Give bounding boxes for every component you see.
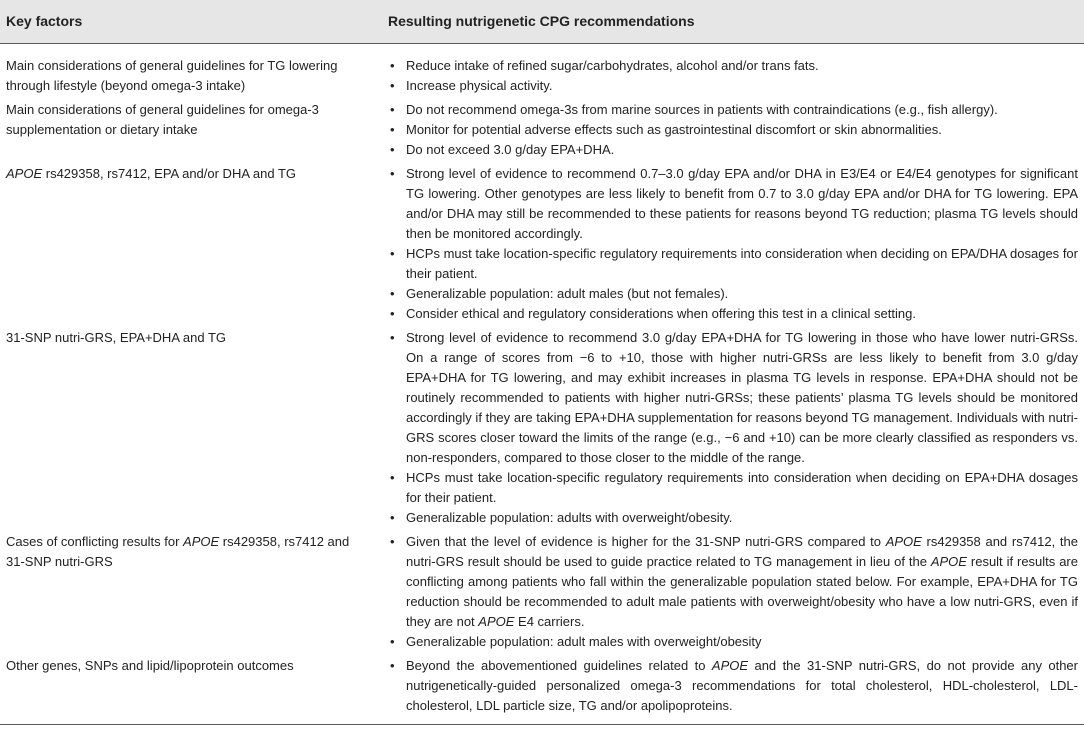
table-row: [0, 324, 1084, 528]
recommendation-item: [388, 140, 1078, 160]
text-segment: rs429358, rs7412, EPA and/or DHA and TG: [42, 166, 297, 181]
bullet-icon: •: [390, 634, 395, 649]
gene-name-text: APOE: [6, 166, 43, 181]
bullet-icon: •: [390, 306, 395, 321]
recommendation-item: [388, 76, 1078, 96]
recommendation-item: [388, 468, 1078, 508]
text-segment: Given that the level of evidence is higher for the 31-SNP nutri-GRS compared to: [406, 534, 886, 549]
recommendation-item: [388, 164, 1078, 244]
key-factor-cell: [0, 324, 386, 528]
table-row: [0, 96, 1084, 160]
bullet-icon: •: [390, 122, 395, 137]
text-segment: Generalizable population: adult males (but not females).: [406, 286, 729, 301]
bullet-icon: •: [390, 330, 395, 345]
recommendation-list: [388, 56, 1078, 96]
text-segment: HCPs must take location-specific regulatory requirements into consideration when deciding on EPA+DHA dosages for their patient.: [406, 470, 1078, 505]
bullet-icon: •: [390, 658, 395, 673]
bullet-icon: •: [390, 58, 395, 73]
table-body: [0, 44, 1084, 725]
recommendation-item: [388, 632, 1078, 652]
key-factor-cell: [0, 160, 386, 324]
gene-name-text: APOE: [930, 554, 967, 569]
key-factor-cell: [0, 652, 386, 725]
table-header: [0, 0, 1084, 44]
recommendation-list: [388, 164, 1078, 324]
bullet-icon: •: [390, 102, 395, 117]
bullet-icon: •: [390, 286, 395, 301]
recommendation-list: [388, 532, 1078, 652]
text-segment: Generalizable population: adults with overweight/obesity.: [406, 510, 733, 525]
bullet-icon: •: [390, 510, 395, 525]
table-row: [0, 44, 1084, 97]
recommendation-cell: [386, 44, 1084, 97]
recommendation-item: [388, 284, 1078, 304]
recommendation-item: [388, 244, 1078, 284]
recommendation-item: [388, 100, 1078, 120]
text-segment: Do not recommend omega-3s from marine sources in patients with contraindications (e.g., fish allergy).: [406, 102, 998, 117]
text-segment: Monitor for potential adverse effects such as gastrointestinal discomfort or skin abnormalities.: [406, 122, 942, 137]
key-factor-cell: [0, 528, 386, 652]
table-row: [0, 160, 1084, 324]
text-segment: Do not exceed 3.0 g/day EPA+DHA.: [406, 142, 615, 157]
table-row: [0, 528, 1084, 652]
key-factor-cell: [0, 96, 386, 160]
bullet-icon: •: [390, 142, 395, 157]
column-header-key-factors: Key factors: [0, 0, 386, 44]
recommendation-list: [388, 328, 1078, 528]
text-segment: Generalizable population: adult males with overweight/obesity: [406, 634, 762, 649]
text-segment: rs429358 and rs7412, the nutri-GRS result should be used to guide practice related to TG management in lieu of the: [406, 534, 1079, 569]
bullet-icon: •: [390, 78, 395, 93]
bullet-icon: •: [390, 166, 395, 181]
column-header-recommendations: Resulting nutrigenetic CPG recommendations: [386, 0, 1084, 44]
gene-name-text: APOE: [183, 534, 220, 549]
text-segment: and the 31-SNP nutri-GRS, do not provide any other nutrigenetically-guided personalized omega-3 recommendations for total cholesterol, HDL-cholesterol, LDL-cholesterol, LDL particle size, TG and/or apolipoproteins.: [406, 658, 1078, 713]
recommendation-cell: [386, 96, 1084, 160]
text-segment: Cases of conflicting results for: [6, 534, 184, 549]
recommendation-item: [388, 56, 1078, 76]
recommendation-list: [388, 100, 1078, 160]
text-segment: Main considerations of general guidelines for omega-3 supplementation or dietary intake: [6, 102, 319, 137]
recommendation-cell: [386, 652, 1084, 725]
recommendation-cell: [386, 528, 1084, 652]
recommendation-list: [388, 656, 1078, 716]
text-segment: Main considerations of general guidelines for TG lowering through lifestyle (beyond omega-3 intake): [6, 58, 338, 93]
text-segment: Reduce intake of refined sugar/carbohydrates, alcohol and/or trans fats.: [406, 58, 819, 73]
recommendation-item: [388, 120, 1078, 140]
recommendation-item: [388, 532, 1078, 632]
text-segment: Strong level of evidence to recommend 3.0 g/day EPA+DHA for TG lowering in those who have lower nutri-GRSs. On a range of scores from −6 to +10, those with higher nutri-GRSs are less likely to benefit from 3.0 g/day EPA+DHA for TG lowering, and may exhibit increases in plasma TG levels in response. EPA+DHA should not be routinely recommended to patients with higher nutri-GRSs; these patients’ plasma TG levels should be monitored accordingly if they are taking EPA+DHA supplementation for reasons beyond TG management. Individuals with nutri-GRS scores closer toward the limits of the range (e.g., −6 and +10) can be more clearly classified as responders vs. non-responders, compared to those closer to the middle of the range.: [406, 330, 1078, 465]
table-row: [0, 652, 1084, 725]
gene-name-text: APOE: [885, 534, 922, 549]
text-segment: result if results are conflicting among patients who fall within the generalizable population stated below. For example, EPA+DHA for TG reduction should be recommended to adult male patients with overweight/obesity who have a low nutri-GRS, even if they are not: [406, 554, 1078, 629]
text-segment: 31-SNP nutri-GRS, EPA+DHA and TG: [6, 330, 227, 345]
text-segment: HCPs must take location-specific regulatory requirements into consideration when deciding on EPA/DHA dosages for their patient.: [406, 246, 1078, 281]
bullet-icon: •: [390, 246, 395, 261]
recommendation-item: [388, 656, 1078, 716]
recommendation-cell: [386, 160, 1084, 324]
recommendation-item: [388, 328, 1078, 468]
text-segment: Increase physical activity.: [406, 78, 553, 93]
text-segment: Other genes, SNPs and lipid/lipoprotein outcomes: [6, 658, 294, 673]
recommendation-cell: [386, 324, 1084, 528]
text-segment: rs429358, rs7412 and 31-SNP nutri-GRS: [6, 534, 350, 569]
text-segment: Beyond the abovementioned guidelines related to: [406, 658, 712, 673]
gene-name-text: APOE: [478, 614, 515, 629]
recommendation-item: [388, 508, 1078, 528]
key-factor-cell: [0, 44, 386, 97]
recommendation-item: [388, 304, 1078, 324]
bullet-icon: •: [390, 470, 395, 485]
bullet-icon: •: [390, 534, 395, 549]
gene-name-text: APOE: [711, 658, 749, 673]
text-segment: Strong level of evidence to recommend 0.7–3.0 g/day EPA and/or DHA in E3/E4 or E4/E4 genotypes for significant TG lowering. Other genotypes are less likely to benefit from 0.7 to 3.0 g/day EPA and/or DHA for TG lowering. EPA and/or DHA may still be recommended to these patients for reasons beyond TG reduction; plasma TG levels should then be monitored accordingly.: [406, 166, 1078, 241]
header-row: [0, 0, 1084, 44]
text-segment: Consider ethical and regulatory considerations when offering this test in a clinical setting.: [406, 306, 916, 321]
text-segment: E4 carriers.: [514, 614, 585, 629]
